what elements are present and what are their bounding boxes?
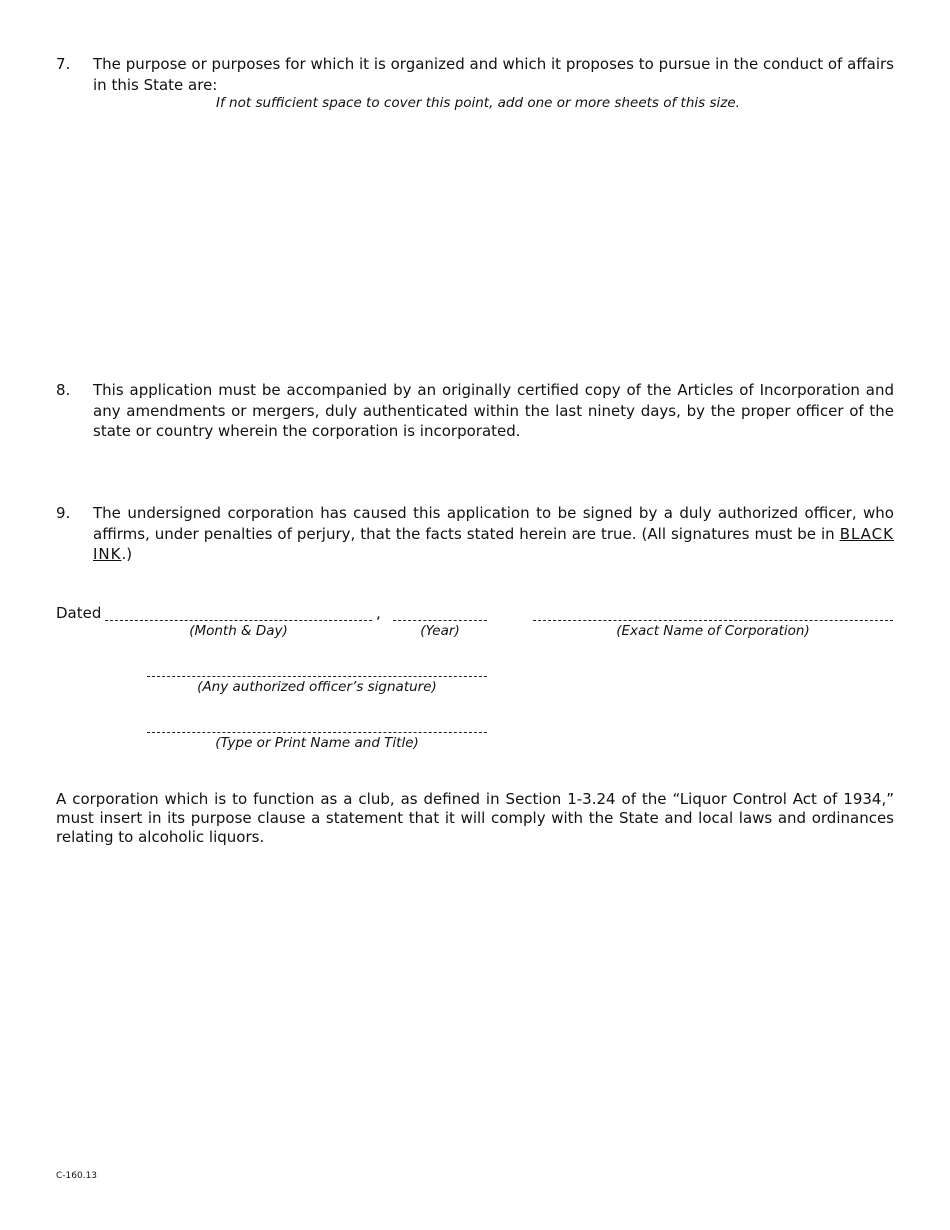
item-7-number: 7. xyxy=(56,55,71,73)
month-day-line[interactable] xyxy=(105,620,372,621)
officer-signature-line[interactable] xyxy=(147,676,487,677)
item-7-space-note: If not sufficient space to cover this point, add one or more sheets of this size. xyxy=(216,95,740,111)
date-comma: , xyxy=(376,604,381,622)
dated-label: Dated xyxy=(56,604,102,622)
black-ink-emphasis: BLACK INK xyxy=(93,524,894,563)
item-8-text: This application must be accompanied by an originally certified copy of the Articles of Incorporation and any amendments or mergers, duly authenticated within the last ninety days, by the proper officer of the state or country wherein the corporation is incorporated. xyxy=(93,381,894,440)
corporation-name-line[interactable] xyxy=(533,620,893,621)
corporation-caption: (Exact Name of Corporation) xyxy=(616,623,810,639)
year-line[interactable] xyxy=(393,620,487,621)
item-9-text xyxy=(93,503,894,565)
purpose-entry-area[interactable] xyxy=(93,120,894,360)
form-id: C-160.13 xyxy=(56,1171,98,1181)
club-purpose-note: A corporation which is to function as a club, as defined in Section 1-3.24 of the “Liquor Control Act of 1934,” must insert in its purpose clause a statement that it will comply with the State and local laws and ordinances relating to alcoholic liquors. xyxy=(56,790,894,846)
officer-signature-caption: (Any authorized officer’s signature) xyxy=(197,679,437,695)
month-day-caption: (Month & Day) xyxy=(189,623,288,639)
item-9-end: .) xyxy=(121,545,133,563)
item-8-number: 8. xyxy=(56,381,71,399)
name-title-line[interactable] xyxy=(147,732,487,733)
year-caption: (Year) xyxy=(420,623,460,639)
item-9-number: 9. xyxy=(56,504,71,522)
name-title-caption: (Type or Print Name and Title) xyxy=(215,735,419,751)
item-7-text: The purpose or purposes for which it is organized and which it proposes to pursue in the conduct of affairs in this State are: xyxy=(93,55,894,94)
item-9-statement: The undersigned corporation has caused this application to be signed by a duly authorized officer, who affirms, under penalties of perjury, that the facts stated herein are true. (All signatures must be in xyxy=(93,504,894,543)
